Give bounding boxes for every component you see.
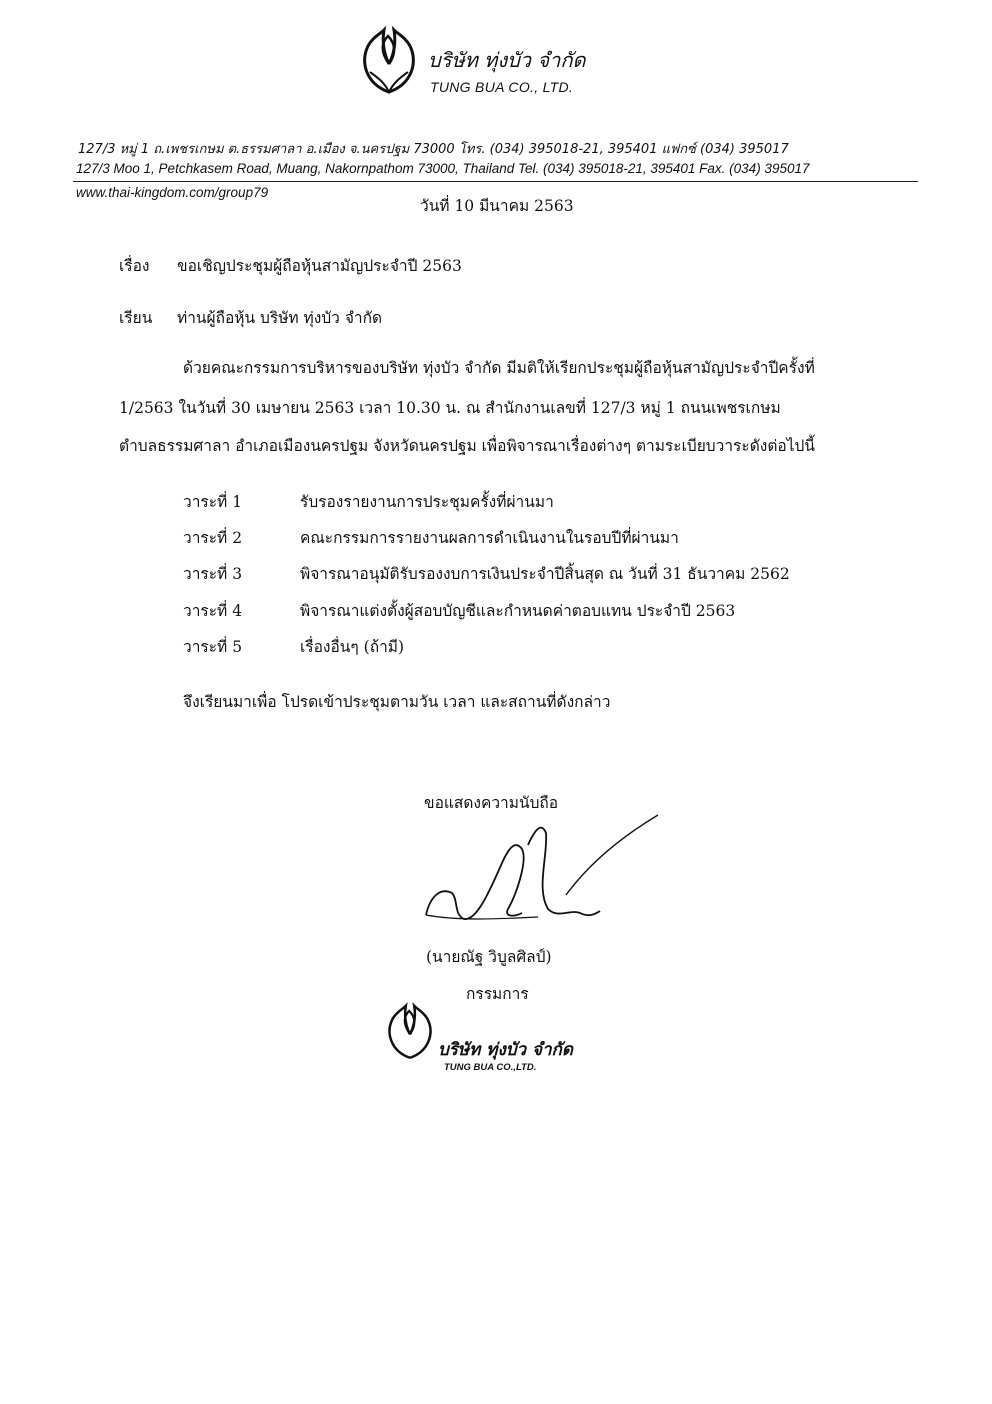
closing-request: จึงเรียนมาเพื่อ โปรดเข้าประชุมตามวัน เวลา และสถานที่ดังกล่าว: [183, 693, 611, 711]
agenda-item-2-text: คณะกรรมการรายงานผลการดำเนินงานในรอบปีที่ผ่านมา: [300, 529, 679, 547]
agenda-item-4-label: วาระที่ 4: [183, 602, 243, 620]
address-thai: 127/3 หมู่ 1 ถ.เพชรเกษม ต.ธรรมศาลา อ.เมือง จ.นครปฐม 73000 โทร. (034) 395018-21, 395401 แฟกซ์ (034) 395017: [78, 142, 789, 157]
agenda-item-5-label: วาระที่ 5: [183, 638, 243, 656]
subject-text: ขอเชิญประชุมผู้ถือหุ้นสามัญประจำปี 2563: [177, 257, 462, 275]
company-name-english: TUNG BUA CO., LTD.: [430, 79, 574, 95]
agenda-item-5-text: เรื่องอื่นๆ (ถ้ามี): [300, 638, 405, 656]
stamp-company-name-thai: บริษัท ทุ่งบัว จำกัด: [438, 1040, 573, 1060]
handwritten-signature: [418, 805, 668, 935]
subject-label: เรื่อง: [119, 257, 150, 275]
agenda-item-1-text: รับรองรายงานการประชุมครั้งที่ผ่านมา: [300, 493, 554, 511]
agenda-item-3-text: พิจารณาอนุมัติรับรองงบการเงินประจำปีสิ้นสุด ณ วันที่ 31 ธันวาคม 2562: [300, 565, 790, 583]
signer-title: กรรมการ: [466, 985, 529, 1003]
company-website: www.thai-kingdom.com/group79: [76, 185, 269, 200]
company-name-thai: บริษัท ทุ่งบัว จำกัด: [428, 48, 586, 72]
body-paragraph-line-2: 1/2563 ในวันที่ 30 เมษายน 2563 เวลา 10.30 น. ณ สำนักงานเลขที่ 127/3 หมู่ 1 ถนนเพชรเกษม: [119, 399, 781, 417]
signer-name: (นายณัฐ วิบูลศิลป์): [426, 948, 552, 966]
company-stamp-logo: [384, 994, 436, 1068]
agenda-item-4-text: พิจารณาแต่งตั้งผู้สอบบัญชีและกำหนดค่าตอบแทน ประจำปี 2563: [300, 602, 736, 620]
lotus-logo-icon: [358, 24, 420, 96]
address-english: 127/3 Moo 1, Petchkasem Road, Muang, Nakornpathom 73000, Thailand Tel. (034) 395018-21, 395401 Fax. (034) 395017: [76, 161, 810, 176]
agenda-item-2-label: วาระที่ 2: [183, 529, 243, 547]
body-paragraph-line-3: ตำบลธรรมศาลา อำเภอเมืองนครปฐม จังหวัดนครปฐม เพื่อพิจารณาเรื่องต่างๆ ตามระเบียบวาระดังต่อไปนี้: [119, 437, 815, 455]
letterhead-divider: [73, 181, 918, 182]
recipient-label: เรียน: [119, 309, 153, 327]
agenda-item-1-label: วาระที่ 1: [183, 493, 243, 511]
letterhead-logo: [358, 24, 420, 96]
agenda-item-3-label: วาระที่ 3: [183, 565, 243, 583]
letter-date: วันที่ 10 มีนาคม 2563: [420, 197, 574, 215]
body-paragraph-line-1: ด้วยคณะกรรมการบริหารของบริษัท ทุ่งบัว จำกัด มีมติให้เรียกประชุมผู้ถือหุ้นสามัญประจำปีครั้งที่: [183, 359, 815, 377]
recipient-text: ท่านผู้ถือหุ้น บริษัท ทุ่งบัว จำกัด: [177, 309, 383, 327]
closing-salutation: ขอแสดงความนับถือ: [424, 794, 559, 812]
lotus-stamp-icon: [384, 994, 436, 1068]
stamp-company-name-english: TUNG BUA CO.,LTD.: [444, 1062, 537, 1073]
